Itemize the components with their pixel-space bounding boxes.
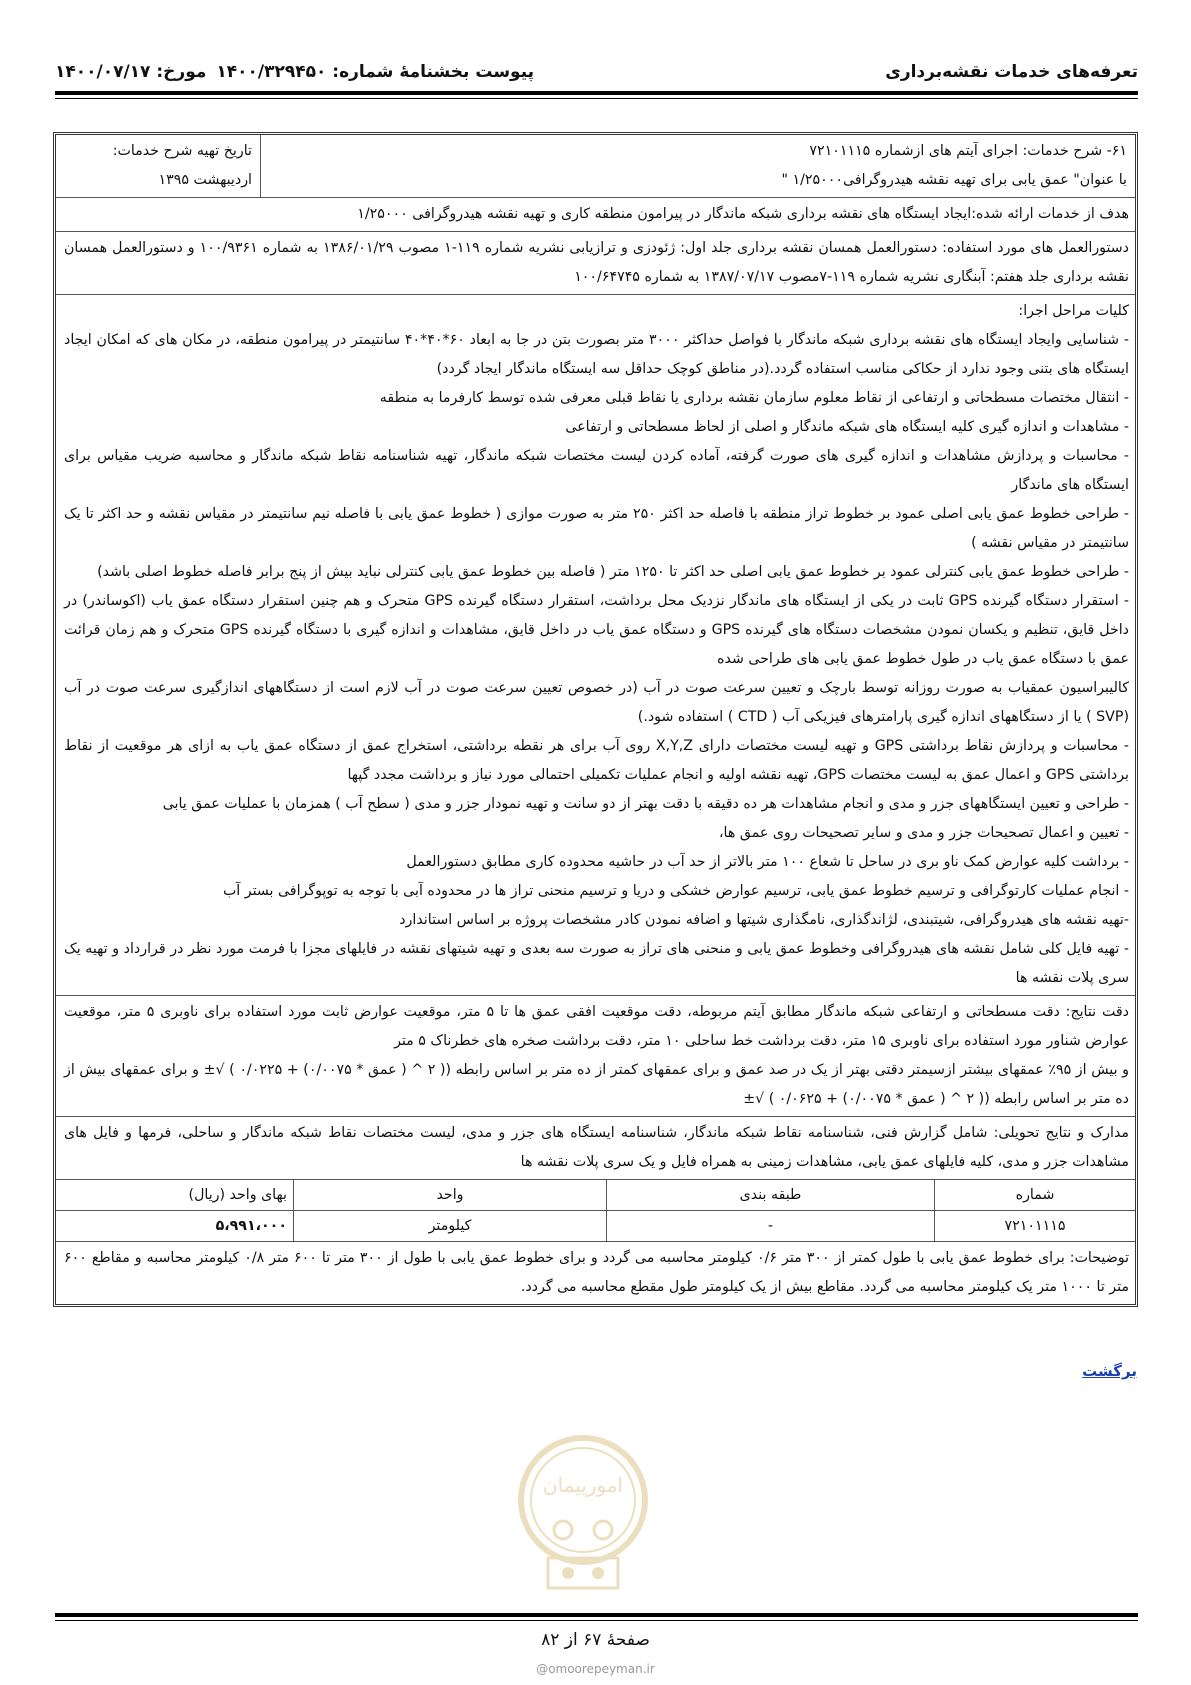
deliverables-row <box>56 1117 1135 1180</box>
attachment-info <box>55 62 534 82</box>
page-number: صفحۀ ۶۷ از ۸۲ <box>541 1630 650 1650</box>
header-classification: طبقه بندی <box>606 1180 935 1210</box>
attachment-number: پیوست بخشنامۀ شماره: ۱۴۰۰/۳۲۹۴۵۰ <box>216 62 535 82</box>
step-item: - استقرار دستگاه گیرنده GPS ثابت در یکی از ایستگاه های ماندگار نزدیک محل برداشت، استقرار دستگاه گیرنده GPS متحرک و هم چنین استقرار دستگاه عمق یاب (اکوساندر) در داخل قایق، تنظیم و یکسان نمودن مشخصات دستگاه های گیرنده GPS و دستگاه عمق یاب در داخل قایق، مشاهدات و اندازه گیری با دستگاه گیرنده GPS متحرک و هم زمان قرائت عمق با دستگاه عمق یاب در طول خطوط عمق یابی های طراحی شده <box>64 593 1130 667</box>
row-classification: - <box>606 1211 935 1241</box>
step-item: - محاسبات و پردازش نقاط برداشتی GPS و تهیه لیست مختصات دارای X,Y,Z روی آب برای هر نقطه برداشتی، استخراج عمق از دستگاه عمق یاب به ازای هر موقعیت از نقاط برداشتی GPS و اعمال عمق به لیست مختصات GPS، تهیه نقشه اولیه و انجام عملیات تکمیلی احتمالی مورد نیاز و برداشت مجدد گپها <box>64 738 1130 783</box>
service-line-2: با عنوان" عمق یابی برای تهیه نقشه هیدروگرافی۱/۲۵۰۰۰ " <box>781 172 1127 188</box>
header-unit: واحد <box>293 1180 606 1210</box>
price-table-header <box>56 1180 1135 1211</box>
attachment-date: مورخ: ۱۴۰۰/۰۷/۱۷ <box>55 62 207 82</box>
header-rule-thin <box>55 98 1138 99</box>
step-item: -تهیه نقشه های هیدروگرافی، شیتبندی، لژاندگذاری، نامگذاری شیتها و اضافه نمودن کادر مشخصات پروژه بر اساس استاندارد <box>399 912 1129 928</box>
header-price: بهای واحد (ریال) <box>188 1187 287 1203</box>
date-value: اردیبهشت ۱۳۹۵ <box>158 172 252 188</box>
accuracy-line: و بیش از ۹۵٪ عمقهای بیشتر ازسیمتر دقتی بهتر از یک در صد عمق و برای عمقهای کمتر از ده متر بر اساس رابطه (( ۲ ^ ( عمق * ۰/۰۰۷۵) + ۰/۰۲۲۵ ) √± و برای عمقهای بیش از ده متر بر اساس رابطه (( ۲ ^ ( عمق * ۰/۰۰۷۵) + ۰/۰۶۲۵ ) √± <box>64 1062 1129 1107</box>
step-item: - انتقال مختصات مسطحاتی و ارتفاعی از نقاط معلوم سازمان نقشه برداری یا نقاط قبلی معرفی شده توسط کارفرما به منطقه <box>379 390 1129 406</box>
document-title: تعرفه‌های خدمات نقشه‌برداری <box>885 62 1138 82</box>
step-item: - برداشت کلیه عوارض کمک ناو بری در ساحل تا شعاع ۱۰۰ متر بالاتر از حد آب در حاشیه محدوده کاری مطابق دستورالعمل <box>406 854 1129 870</box>
service-title-row <box>56 135 1135 198</box>
header-rule <box>55 91 1138 95</box>
step-item: - شناسایی وایجاد ایستگاه های نقشه برداری شبکه ماندگار با فواصل حداکثر ۳۰۰۰ متر بصورت بتن در جا به ابعاد ۶۰*۴۰*۴۰ سانتیمتر در پیرامون منطقه، در مکان های که امکان ایجاد ایستگاه های بتنی وجود ندارد از حکاکی مناسب استفاده گردد.(در مناطق کوچک حداقل سه ایستگاه ماندگار ایجاد گردد) <box>64 332 1129 377</box>
step-item: - انجام عملیات کارتوگرافی و ترسیم خطوط عمق یابی، ترسیم عوارض خشکی و دریا و ترسیم منحنی تراز ها در محدوده آبی با توجه به توپوگرافی بستر آب <box>222 883 1129 899</box>
header-number: شماره <box>1015 1187 1055 1203</box>
row-unit: کیلومتر <box>293 1211 606 1241</box>
service-description-table <box>53 132 1138 1307</box>
service-title-cell <box>260 135 1135 197</box>
steps-title: کلیات مراحل اجرا: <box>1018 303 1129 319</box>
back-link[interactable]: برگشت <box>1082 1362 1137 1380</box>
step-item: - تهیه فایل کلی شامل نقشه های هیدروگرافی وخطوط عمق یابی و منحنی های تراز به صورت سه بعدی و تهیه شیتهای نقشه در فایلهای مجزا با فرمت مورد نظر در قرارداد و تهیه یک سری پلات نقشه ها <box>64 941 1129 986</box>
notes-row <box>56 1242 1135 1304</box>
watermark: @omoorepeyman.ir <box>536 1662 655 1676</box>
goal-text: هدف از خدمات ارائه شده:ایجاد ایستگاه های نقشه برداری شبکه ماندگار در پیرامون منطقه کاری و تهیه نقشه هیدروگرافی ۱/۲۵۰۰۰ <box>357 206 1129 222</box>
manuals-text: دستورالعمل های مورد استفاده: دستورالعمل همسان نقشه برداری جلد اول: ژئودزی و ترازیابی نشریه شماره ۱۱۹-۱ مصوب ۱۳۸۶/۰۱/۲۹ به شماره ۱۰۰/۹۳۶۱ و دستورالعمل همسان نقشه برداری جلد هفتم: آبنگاری نشریه شماره ۱۱۹-۷مصوب ۱۳۸۷/۰۷/۱۷ به شماره ۱۰۰/۶۴۷۴۵ <box>64 240 1130 285</box>
accuracy-row <box>56 996 1135 1117</box>
step-item: - محاسبات و پردازش مشاهدات و اندازه گیری های صورت گرفته، آماده کردن لیست مختصات شبکه ماندگار، تهیه شناسنامه نقاط شبکه ماندگار و محاسبه ضریب مقیاس برای ایستگاه های ماندگار <box>64 448 1129 493</box>
date-label: تاریخ تهیه شرح خدمات: <box>112 143 252 159</box>
row-price: ۵،۹۹۱،۰۰۰ <box>215 1218 287 1234</box>
deliverables-text: مدارک و نتایج تحویلی: شامل گزارش فنی، شناسنامه نقاط شبکه ماندگار، شناسنامه ایستگاه های جزر و مدی، لیست مختصات نقاط شبکه ماندگار و ساحلی، فرمها و فایل های مشاهدات جزر و مدی، کلیه فایلهای عمق یابی، مشاهدات زمینی به همراه فایل و یک سری پلات نقشه ها <box>64 1125 1129 1170</box>
footer-rule <box>55 1613 1138 1617</box>
steps-row <box>56 295 1135 996</box>
notes-text: توضیحات: برای خطوط عمق یابی با طول کمتر از ۳۰۰ متر ۰/۶ کیلومتر محاسبه می گردد و برای خطوط عمق یابی با طول از ۳۰۰ متر تا ۶۰۰ متر ۰/۸ کیلومتر محاسبه و مقاطع ۶۰۰ متر تا ۱۰۰۰ متر یک کیلومتر محاسبه می گردد. مقاطع بیش از یک کیلومتر طول مقطع محاسبه می گردد. <box>64 1250 1130 1295</box>
service-line-1: ۶۱- شرح خدمات: اجرای آیتم های ازشماره ۷۲۱۰۱۱۱۵ <box>809 143 1127 159</box>
step-item: - طراحی خطوط عمق یابی کنترلی عمود بر خطوط عمق یابی اصلی حد اکثر تا ۱۲۵۰ متر ( فاصله بین خطوط عمق یابی کنترلی نباید بیش از پنج برابر فاصله خطوط اصلی باشد) <box>97 564 1129 580</box>
step-item: کالیبراسیون عمقیاب به صورت روزانه توسط بارچک و تعیین سرعت صوت در آب (در خصوص تعیین سرعت صوت در آب لازم است از دستگاههای اندازگیری سرعت صوت در آب (SVP ) یا از دستگاههای اندازه گیری پارامترهای فیزیکی آب ( CTD ) استفاده شود.) <box>64 680 1129 725</box>
manuals-row <box>56 232 1135 295</box>
step-item: - مشاهدات و اندازه گیری کلیه ایستگاه های شبکه ماندگار و اصلی از لحاظ مسطحاتی و ارتفاعی <box>565 419 1129 435</box>
seal-text: امورپیمان <box>542 1473 624 1497</box>
page-header <box>55 58 1138 86</box>
service-date-cell <box>56 135 260 197</box>
accuracy-line: دقت نتایج: دقت مسطحاتی و ارتفاعی شبکه ماندگار مطابق آیتم مربوطه، دقت موقعیت افقی عمق ها تا ۵ متر، موقعیت عوارض ثابت مورد استفاده برای ناوبری ۵ متر، موقعیت عوارض شناور مورد استفاده برای ناوبری ۱۵ متر، دقت برداشت خط ساحلی ۱۰ متر، دقت برداشت صخره های خطرناک ۵ متر <box>64 1004 1130 1049</box>
step-item: - طراحی خطوط عمق یابی اصلی عمود بر خطوط تراز منطقه با فاصله حد اکثر ۲۵۰ متر به صورت موازی ( خطوط عمق یابی با فاصله نیم سانتیمتر در مقیاس نقشه و حد اکثر تا یک سانتیمتر در مقیاس نقشه ) <box>64 506 1129 551</box>
seal-logo-icon <box>508 1430 658 1600</box>
step-item: - طراحی و تعیین ایستگاههای جزر و مدی و انجام مشاهدات هر ده دقیقه با دقت بهتر از دو سانت و تهیه نمودار جزر و مدی ( سطح آب ) همزمان با عملیات عمق یابی <box>162 796 1129 812</box>
price-table-row <box>56 1211 1135 1242</box>
goal-row <box>56 198 1135 232</box>
step-item: - تعیین و اعمال تصحیحات جزر و مدی و سایر تصحیحات روی عمق ها، <box>718 825 1129 841</box>
row-number: ۷۲۱۰۱۱۱۵ <box>1004 1218 1066 1234</box>
footer-rule-thin <box>55 1620 1138 1621</box>
